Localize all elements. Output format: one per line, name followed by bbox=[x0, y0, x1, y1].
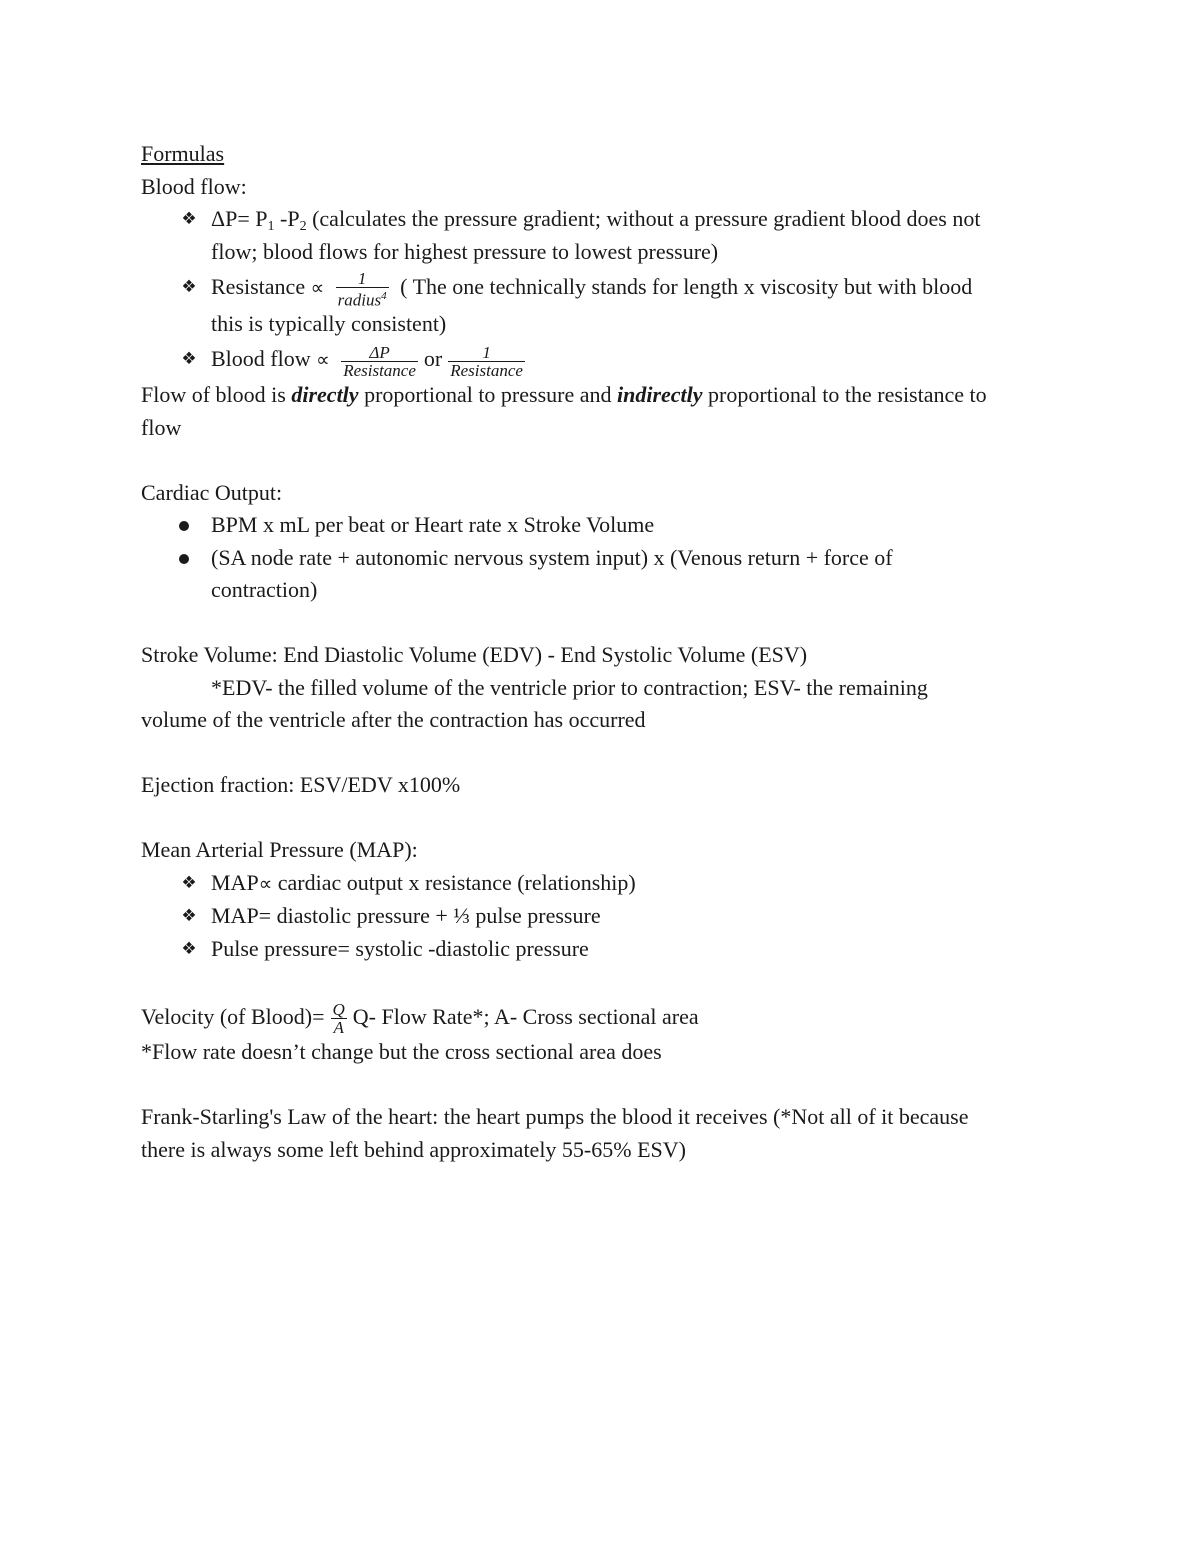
spacer bbox=[141, 737, 1061, 770]
summary-text: Flow of blood is bbox=[141, 382, 292, 408]
diamond-bullet-icon: ❖ bbox=[181, 872, 197, 893]
pressure-gradient-text: (calculates the pressure gradient; without a pressure gradient blood does not bbox=[306, 206, 981, 231]
diamond-bullet-icon: ❖ bbox=[181, 938, 197, 959]
proportional-symbol: ∝ bbox=[316, 349, 330, 372]
proportional-symbol: ∝ bbox=[258, 872, 273, 895]
blood-flow-bullet-pressure-gradient bbox=[141, 203, 1061, 268]
spacer bbox=[141, 965, 1061, 998]
frank-starling-line: Frank-Starling's Law of the heart: the heart pumps the blood it receives (*Not all of it because bbox=[141, 1104, 969, 1130]
spacer bbox=[141, 444, 1061, 477]
cardiac-output-bullet-bpm bbox=[141, 509, 1061, 542]
blood-flow-label: Blood flow bbox=[211, 346, 311, 372]
resistance-continuation: this is typically consistent) bbox=[211, 311, 447, 337]
delta-p-over-resistance-fraction bbox=[341, 344, 418, 379]
velocity-label: Velocity (of Blood)= bbox=[141, 1003, 325, 1029]
round-bullet-icon bbox=[179, 521, 189, 531]
fraction-numerator: ΔP bbox=[369, 342, 390, 362]
round-bullet-icon bbox=[179, 554, 189, 564]
map-relationship-text: cardiac output x resistance (relationship) bbox=[272, 869, 636, 895]
resistance-explanation: ( The one technically stands for length x viscosity but with blood bbox=[400, 274, 973, 299]
subscript-2: 2 bbox=[299, 219, 307, 234]
proportional-symbol: ∝ bbox=[310, 277, 325, 299]
bullet-text: (SA node rate + autonomic nervous system input) x (Venous return + force of bbox=[211, 544, 893, 570]
bullet-text: BPM x mL per beat or Heart rate x Stroke Volume bbox=[211, 512, 655, 538]
fraction-denominator bbox=[336, 287, 389, 309]
blood-flow-bullet-proportional bbox=[141, 340, 1061, 379]
one-over-resistance-fraction bbox=[448, 344, 525, 379]
summary-text: proportional to the resistance to bbox=[702, 382, 987, 408]
map-bullet-pulse-pressure bbox=[141, 933, 1061, 966]
minus-p-text: -P bbox=[274, 206, 300, 231]
spacer bbox=[141, 802, 1061, 835]
fraction-denominator: A bbox=[331, 1018, 347, 1036]
subscript-1: 1 bbox=[267, 219, 275, 234]
velocity-note: *Flow rate doesn’t change but the cross sectional area does bbox=[141, 1039, 662, 1065]
bullet-text: Pulse pressure= systolic -diastolic pressure bbox=[211, 935, 589, 961]
cardiac-output-bullet-sa-node bbox=[141, 542, 1061, 607]
fraction-denominator: Resistance bbox=[450, 360, 523, 380]
map-label: MAP bbox=[211, 869, 259, 895]
stroke-volume-line: Stroke Volume: End Diastolic Volume (EDV) - End Systolic Volume (ESV) bbox=[141, 642, 808, 668]
diamond-bullet-icon: ❖ bbox=[181, 349, 197, 370]
fraction-numerator: Q bbox=[332, 1000, 345, 1020]
cardiac-output-heading: Cardiac Output: bbox=[141, 479, 283, 505]
document-page bbox=[141, 138, 1061, 1166]
velocity-line bbox=[141, 998, 1061, 1036]
one-over-radius-fraction bbox=[336, 270, 389, 309]
summary-text: proportional to pressure and bbox=[358, 382, 617, 408]
fraction-denominator: Resistance bbox=[343, 360, 416, 380]
fraction-numerator: 1 bbox=[482, 342, 491, 362]
stroke-volume-note: *EDV- the filled volume of the ventricle prior to contraction; ESV- the remaining bbox=[211, 674, 928, 700]
blood-flow-bullet-resistance bbox=[141, 268, 1061, 308]
frank-starling-continuation: there is always some left behind approximately 55-65% ESV) bbox=[141, 1136, 686, 1162]
fraction-numerator: 1 bbox=[357, 268, 367, 288]
or-text: or bbox=[423, 346, 443, 372]
diamond-bullet-icon: ❖ bbox=[181, 277, 197, 297]
flow-summary-continuation: flow bbox=[141, 414, 182, 440]
exponent-4: 4 bbox=[381, 289, 387, 302]
directly-emphasis: directly bbox=[291, 382, 359, 408]
spacer bbox=[141, 607, 1061, 640]
q-over-a-fraction bbox=[331, 1001, 347, 1036]
map-bullet-formula bbox=[141, 900, 1061, 933]
bullet-text: MAP= diastolic pressure + ⅓ pulse pressure bbox=[211, 903, 601, 929]
velocity-definition: Q- Flow Rate*; A- Cross sectional area bbox=[352, 1003, 699, 1029]
pressure-gradient-continuation: flow; blood flows for highest pressure to lowest pressure) bbox=[211, 238, 719, 264]
radius-text: radius bbox=[337, 290, 382, 310]
blood-flow-heading: Blood flow: bbox=[141, 173, 247, 199]
spacer bbox=[141, 1069, 1061, 1102]
indirectly-emphasis: indirectly bbox=[617, 382, 703, 408]
map-bullet-relationship bbox=[141, 867, 1061, 901]
stroke-volume-note-continuation: volume of the ventricle after the contraction has occurred bbox=[141, 707, 646, 733]
flow-summary bbox=[141, 379, 1061, 412]
diamond-bullet-icon: ❖ bbox=[181, 209, 197, 229]
resistance-label: Resistance bbox=[211, 274, 306, 299]
ejection-fraction-line: Ejection fraction: ESV/EDV x100% bbox=[141, 772, 461, 798]
map-heading: Mean Arterial Pressure (MAP): bbox=[141, 837, 418, 863]
diamond-bullet-icon: ❖ bbox=[181, 906, 197, 927]
bullet-continuation: contraction) bbox=[211, 577, 318, 603]
formulas-heading: Formulas bbox=[141, 141, 225, 166]
delta-p-text: ΔP= P bbox=[211, 206, 268, 231]
